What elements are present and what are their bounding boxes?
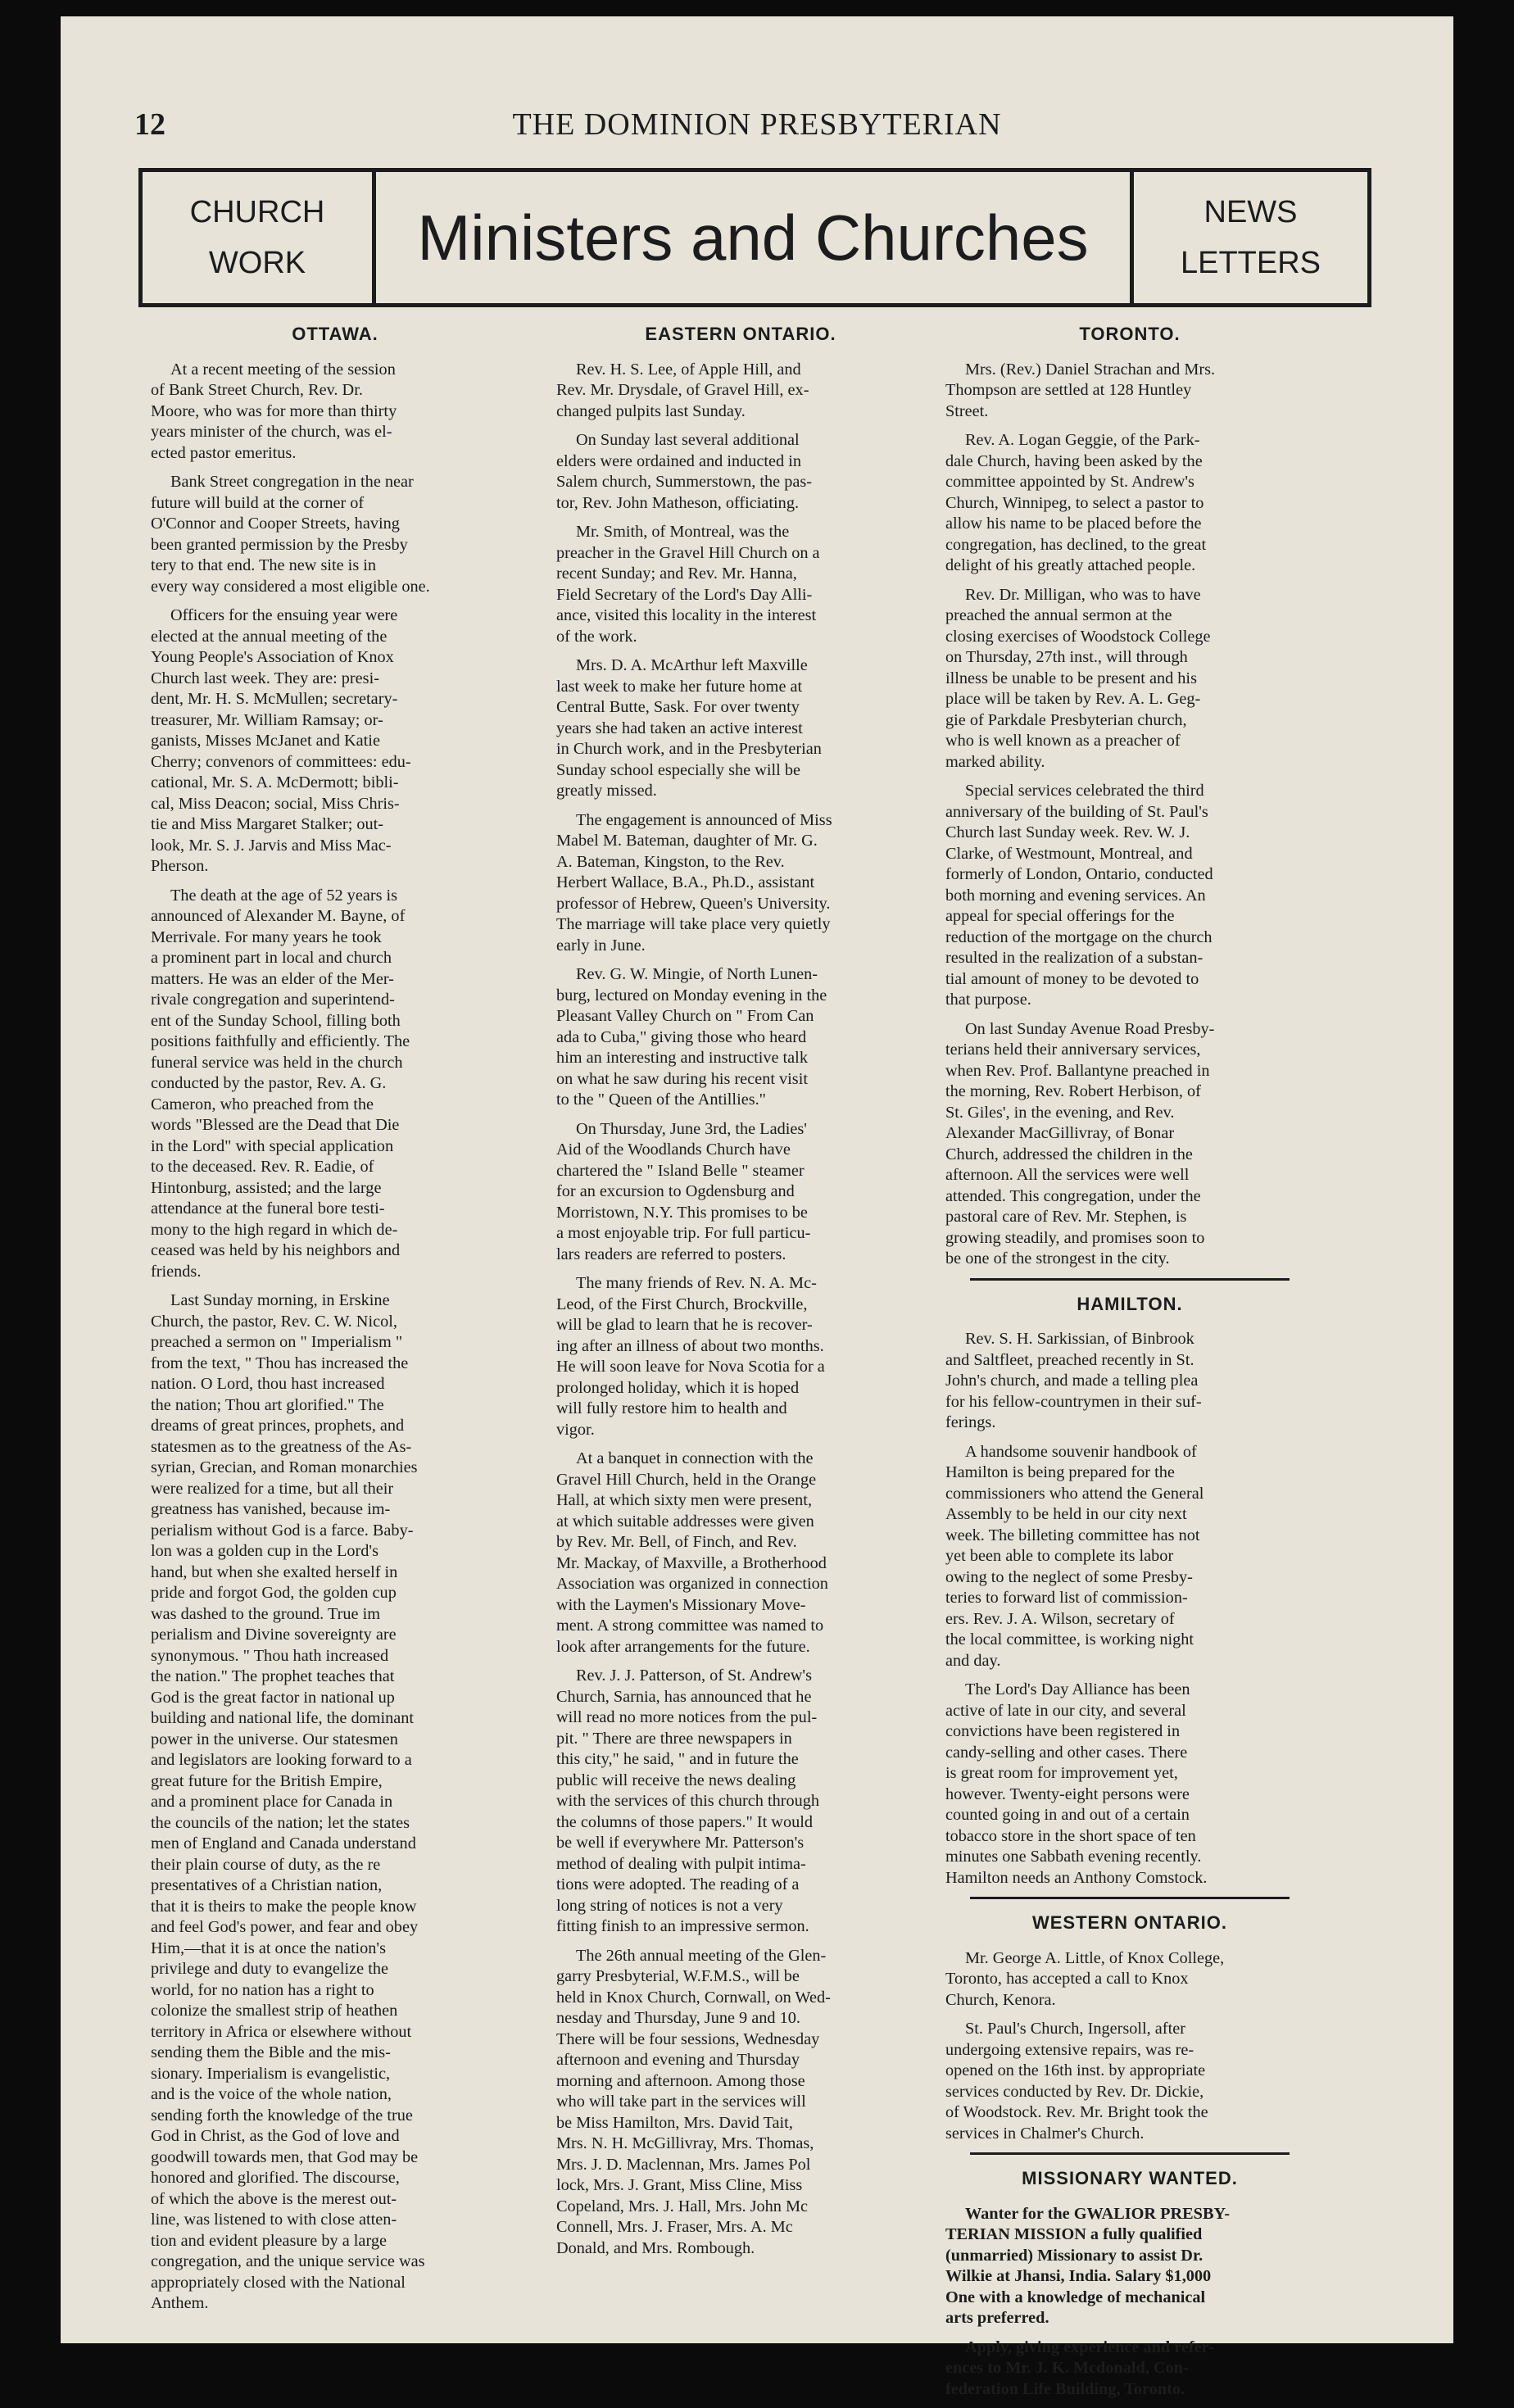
section-banner — [138, 168, 1371, 307]
section-divider — [970, 1278, 1290, 1281]
section-divider — [970, 1897, 1290, 1899]
heading-hamilton: HAMILTON. — [1077, 1293, 1183, 1314]
column-eastern-ontario — [556, 324, 925, 2267]
section-title: Ministers and Churches — [417, 201, 1089, 274]
article-paragraph: The death at the age of 52 years is announced of Alexander M. Bayne, of Merrivale. For many years he took a prominent part in local and church matters. He was an elder of the Mer- rivale congregation and superintend- ent of the Sunday School, filling both positions faithfully and efficiently. The funeral service was held in the church conducted by the pastor, Rev. A. G. Cameron, who preached from the words "Blessed are the Dead that Die in the Lord" with special application to the deceased. Rev. R. Eadie, of Hintonburg, assisted; and the large attendance at the funeral bore testi- mony to the high regard in which de- ceased was held by his neighbors and friends. — [151, 886, 410, 1281]
page-number: 12 — [134, 107, 165, 142]
banner-left-box — [143, 172, 376, 303]
article-paragraph: Rev. S. H. Sarkissian, of Binbrook and Saltfleet, preached recently in St. John's church, and made a telling plea for his fellow-countrymen in their suf- ferings. — [945, 1330, 1202, 1431]
article-paragraph: The engagement is announced of Miss Mabel M. Bateman, daughter of Mr. G. A. Bateman, Kingston, to the Rev. Herbert Wallace, B.A., Ph.D., assistant professor of Hebrew, Queen's University. The marriage will take place very quietly early in June. — [556, 810, 832, 955]
article-paragraph: Mrs. (Rev.) Daniel Strachan and Mrs. Thompson are settled at 128 Huntley Street. — [945, 360, 1216, 420]
heading-toronto: TORONTO. — [1079, 324, 1181, 344]
article-paragraph: The 26th annual meeting of the Glen- garry Presbyterial, W.F.M.S., will be held in Knox Church, Cornwall, on Wed- nesday and Thursday, June 9 and 10. There will be four sessions, Wednesday afternoon and evening and Thursday morning and afternoon. Among those who will take part in the services will be Miss Hamilton, Mrs. David Tait, Mrs. N. H. McGillivray, Mrs. Thomas, Mrs. J. D. Maclennan, Mrs. James Pol lock, Mrs. J. Grant, Miss Cline, Miss Copeland, Mrs. J. Hall, Mrs. John Mc Connell, Mrs. J. Fraser, Mrs. A. Mc Donald, and Mrs. Rombough. — [556, 1946, 831, 2257]
article-paragraph: Mrs. D. A. McArthur left Maxville last week to make her future home at Central Butte, Sask. For over twenty years she had taken an active interest in Church work, and in the Presbyterian Sunday school especially she will be greatly missed. — [556, 656, 822, 800]
banner-left-line2: WORK — [208, 246, 306, 280]
banner-right-line1: NEWS — [1203, 195, 1298, 229]
article-paragraph: On Sunday last several additional elders were ordained and inducted in Salem church, Summerstown, the pas- tor, Rev. John Matheson, officiating. — [556, 431, 813, 512]
banner-right-line2: LETTERS — [1180, 246, 1321, 280]
column-toronto-hamilton — [945, 324, 1314, 2408]
article-paragraph: On Thursday, June 3rd, the Ladies' Aid of the Woodlands Church have chartered the " Island Belle " steamer for an excursion to Ogdensburg and Morristown, N.Y. This promises to be a most enjoyable trip. For full particu- lars readers are referred to posters. — [556, 1119, 811, 1263]
heading-western-ontario: WESTERN ONTARIO. — [1031, 1912, 1228, 1933]
heading-ottawa: OTTAWA. — [292, 324, 378, 344]
heading-eastern-ontario: EASTERN ONTARIO. — [645, 324, 836, 344]
column-ottawa — [151, 324, 519, 2323]
article-paragraph: Mr. Smith, of Montreal, was the preacher in the Gravel Hill Church on a recent Sunday; and Rev. Mr. Hanna, Field Secretary of the Lord's Day Alli- ance, visited this locality in the interest of the work. — [556, 523, 820, 646]
article-paragraph: Rev. J. J. Patterson, of St. Andrew's Church, Sarnia, has announced that he will read no more notices from the pul- pit. " There are three newspapers in this city," he said, " and in future the public will receive the news dealing with the services of this church through the columns of those papers." It would be well if everywhere Mr. Patterson's method of dealing with pulpit intima- tions were adopted. The reading of a long string of notices is not a very fitting finish to an impressive sermon. — [556, 1667, 820, 1935]
article-paragraph: On last Sunday Avenue Road Presby- terians held their anniversary services, when Rev. Prof. Ballantyne preached in the morning, Rev. Robert Herbison, of St. Giles', in the evening, and Rev. Alexander MacGillivray, of Bonar Church, addressed the children in the afternoon. All the services were well attended. This congregation, under the pastoral care of Rev. Mr. Stephen, is growing steadily, and promises soon to be one of the strongest in the city. — [945, 1019, 1215, 1267]
advertisement-paragraph: Apply, giving experience and refer- ences to Mr. J. K. Mcdonald, Con- federation Life Building, Toronto. — [945, 2338, 1214, 2398]
journal-title: THE DOMINION PRESBYTERIAN — [512, 107, 1002, 142]
article-paragraph: The Lord's Day Alliance has been active of late in our city, and several convictions have been registered in candy-selling and other cases. There is great room for improvement yet, however. Twenty-eight persons were counted going in and out of a certain tobacco store in the short space of ten minutes one Sabbath evening recently. Hamilton needs an Anthony Comstock. — [945, 1680, 1208, 1887]
article-paragraph: Rev. H. S. Lee, of Apple Hill, and Rev. Mr. Drysdale, of Gravel Hill, ex- changed pulpits last Sunday. — [556, 360, 809, 420]
running-head — [134, 107, 1380, 156]
advertisement-paragraph: Wanter for the GWALIOR PRESBY- TERIAN MISSION a fully qualified (unmarried) Missionary to assist Dr. Wilkie at Jhansi, India. Salary $1,000 One with a knowledge of mechanical arts preferred. — [945, 2204, 1231, 2327]
banner-right-box — [1130, 172, 1367, 303]
article-paragraph: Mr. George A. Little, of Knox College, Toronto, has accepted a call to Knox Church, Kenora. — [945, 1948, 1225, 2009]
article-paragraph: A handsome souvenir handbook of Hamilton is being prepared for the commissioners who attend the General Assembly to be held in our city next week. The billeting committee has not yet been able to complete its labor owing to the neglect of some Presby- teries to forward list of commission- ers. Rev. J. A. Wilson, secretary of the local committee, is working night and day. — [945, 1442, 1204, 1670]
article-paragraph: St. Paul's Church, Ingersoll, after undergoing extensive repairs, was re- opened on the 16th inst. by appropriate services conducted by Rev. Dr. Dickie, of Woodstock. Rev. Mr. Bright took the services in Chalmer's Church. — [945, 2020, 1208, 2143]
heading-missionary-wanted: MISSIONARY WANTED. — [1022, 2168, 1238, 2188]
article-paragraph: Bank Street congregation in the near future will build at the corner of O'Connor and Cooper Streets, having been granted permission by the Presby tery to that end. The new site is in every way considered a most eligible one. — [151, 473, 430, 596]
article-paragraph: The many friends of Rev. N. A. Mc- Leod, of the First Church, Brockville, will be glad to learn that he is recover- ing after an illness of about two months. He will soon leave for Nova Scotia for a prolonged holiday, which it is hoped will fully restore him to health and vigor. — [556, 1274, 825, 1439]
section-divider — [970, 2152, 1290, 2155]
article-paragraph: Rev. Dr. Milligan, who was to have preached the annual sermon at the closing exercises of Woodstock College on Thursday, 27th inst., will through illness be unable to be present and his place will be taken by Rev. A. L. Geg- gie of Parkdale Presbyterian church, who is well known as a preacher of marked ability. — [945, 585, 1211, 771]
article-paragraph: At a banquet in connection with the Gravel Hill Church, held in the Orange Hall, at which sixty men were present, at which suitable addresses were given by Rev. Mr. Bell, of Finch, and Rev. Mr. Mackay, of Maxville, a Brotherhood Association was organized in connection with the Laymen's Missionary Move- ment. A strong committee was named to look after arrangements for the future. — [556, 1449, 828, 1656]
banner-left-line1: CHURCH — [189, 195, 325, 229]
article-paragraph: Special services celebrated the third anniversary of the building of St. Paul's Church last Sunday week. Rev. W. J. Clarke, of Westmount, Montreal, and formerly of London, Ontario, conducted both morning and evening services. An appeal for special offerings for the reduction of the mortgage on the church resulted in the realization of a substan- tial amount of money to be devoted to that purpose. — [945, 782, 1213, 1009]
article-paragraph: At a recent meeting of the session of Bank Street Church, Rev. Dr. Moore, who was for more than thirty years minister of the church, was el- ected pastor emeritus. — [151, 360, 397, 462]
newspaper-page — [61, 16, 1453, 2398]
article-paragraph: Rev. A. Logan Geggie, of the Park- dale Church, having been asked by the committee appointed by St. Andrew's Church, Winnipeg, to select a pastor to allow his name to be placed before the congregation, has declined, to the great delight of his greatly attached people. — [945, 431, 1207, 574]
article-paragraph: Rev. G. W. Mingie, of North Lunen- burg, lectured on Monday evening in the Pleasant Valley Church on " From Can ada to Cuba," giving those who heard him an interesting and instructive talk on what he saw during his recent visit to the " Queen of the Antillies." — [556, 965, 827, 1109]
article-paragraph: Last Sunday morning, in Erskine Church, the pastor, Rev. C. W. Nicol, preached a sermon on " Imperialism " from the text, " Thou has increased the nation. O Lord, thou hast increased the nation; Thou art glorified." The dreams of great princes, prophets, and statesmen as to the greatness of the As- syrian, Grecian, and Roman monarchies were realized for a time, but all their greatness has vanished, because im- perialism without God is a farce. Baby- lon was a golden cup in the Lord's hand, but when she exalted herself in pride and forgot God, the golden cup was dashed to the ground. True im perialism and Divine sovereignty are synonymous. " Thou hath increased the nation." The prophet teaches that God is the great factor in national up building and national life, the dominant power in the universe. Our statesmen and legislators are looking forward to a great future for the British Empire, and a prominent place for Canada in the councils of the nation; let the states men of England and Canada understand their plain course of duty, as the re presentatives of a Christian nation, that it is theirs to make the people know and feel God's power, and fear and obey Him,—that it is at once the nation's privilege and duty to evangelize the world, for no nation has a right to colonize the smallest strip of heathen territory in Africa or elsewhere without sending them the Bible and the mis- sionary. Imperialism is evangelistic, and is the voice of the whole nation, sending forth the knowledge of the true God in Christ, as the God of love and goodwill towards men, that God may be honored and glorified. The discourse, of which the above is the merest out- line, was listened to with close atten- tion and evident pleasure by a large congregation, and the unique service was appropriately closed with the National Anthem. — [151, 1291, 425, 2312]
article-paragraph: Officers for the ensuing year were elected at the annual meeting of the Young People's Association of Knox Church last week. They are: presi- dent, Mr. H. S. McMullen; secretary- treasurer, Mr. William Ramsay; or- ganists, Misses McJanet and Katie Cherry; convenors of committees: edu- cational, Mr. S. A. McDermott; bibli- cal, Miss Deacon; social, Miss Chris- tie and Miss Margaret Stalker; out- look, Mr. S. J. Jarvis and Miss Mac- Pherson. — [151, 606, 411, 875]
